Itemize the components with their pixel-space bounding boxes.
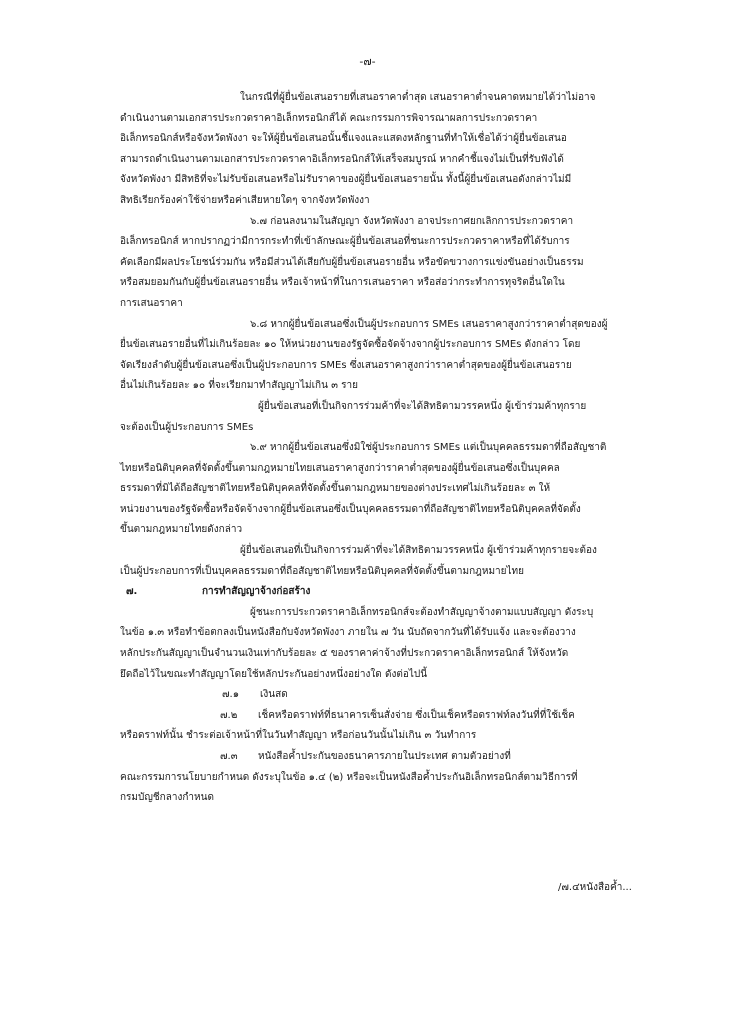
text-line: ในกรณีที่ผู้ยื่นข้อเสนอรายที่เสนอราคาต่ำสุด เสนอราคาต่ำจนคาดหมายได้ว่าไม่อาจ (240, 92, 596, 103)
text-line: สามารถดำเนินงานตามเอกสารประกวดราคาอิเล็กทรอนิกส์ให้เสร็จสมบูรณ์ หากคำชี้แจงไม่เป็นที่รับฟังได้ (120, 153, 564, 165)
text-line: หลักประกันสัญญาเป็นจำนวนเงินเท่ากับร้อยละ ๕ ของราคาค่าจ้างที่ประกวดราคาอิเล็กทรอนิกส์ ให้จังหวัด (120, 648, 569, 660)
section-7-heading (120, 582, 640, 603)
paragraph-6-9-joint-venture (120, 541, 640, 582)
item-number: ๗.๑ (222, 689, 240, 701)
text-line: ๖.๙ หากผู้ยื่นข้อเสนอซึ่งมิใช่ผู้ประกอบการ SMEs แต่เป็นบุคคลธรรมดาที่ถือสัญชาติ (250, 442, 607, 454)
text-line: จะต้องเป็นผู้ประกอบการ SMEs (120, 421, 254, 433)
section-title: การทำสัญญาจ้างก่อสร้าง (202, 586, 311, 598)
item-number: ๗.๓ (220, 751, 238, 762)
text-line: อิเล็กทรอนิกส์ หากปรากฏว่ามีการกระทำที่เข้าลักษณะผู้ยื่นข้อเสนอที่ชนะการประกวดราคาหรือที่ได้รับการ (120, 236, 570, 248)
text-line: ๖.๗ ก่อนลงนามในสัญญา จังหวัดพังงา อาจประกาศยกเลิกการประกวดราคา (250, 215, 574, 227)
item-7-1 (120, 685, 640, 706)
text-line: คัดเลือกมีผลประโยชน์ร่วมกัน หรือมีส่วนได้เสียกับผู้ยื่นข้อเสนอรายอื่น หรือขัดขวางการแข่งขันอย่างเป็นธรรม (120, 256, 584, 268)
item-7-2-continuation (120, 726, 640, 747)
text-line: กรมบัญชีกลางกำหนด (120, 792, 214, 804)
page-number: -๗- (359, 55, 376, 68)
item-7-2 (120, 706, 640, 727)
paragraph-low-bid (120, 88, 640, 212)
item-number: ๗.๒ (220, 709, 238, 721)
text-line: คณะกรรมการนโยบายกำหนด ดังระบุในข้อ ๑.๔ (๒) หรือจะเป็นหนังสือค้ำประกันอิเล็กทรอนิกส์ตามวิธีการที่ (120, 771, 578, 783)
text-line: สิทธิเรียกร้องค่าใช้จ่ายหรือค่าเสียหายใดๆ จากจังหวัดพังงา (120, 194, 370, 206)
text-line: ผู้ชนะการประกวดราคาอิเล็กทรอนิกส์จะต้องทำสัญญาจ้างตามแบบสัญญา ดังระบุ (250, 606, 594, 618)
text-line: ดำเนินงานตามเอกสารประกวดราคาอิเล็กทรอนิกส์ได้ คณะกรรมการพิจารณาผลการประกวดราคา (120, 112, 538, 124)
paragraph-6-8 (120, 315, 640, 397)
text-line: ธรรมดาที่มิได้ถือสัญชาติไทยหรือนิติบุคคลที่จัดตั้งขึ้นตามกฎหมายของต่างประเทศไม่เกินร้อยละ ๓ ให้ (120, 483, 551, 495)
text-line: การเสนอราคา (120, 297, 183, 309)
text-line: ๖.๘ หากผู้ยื่นข้อเสนอซึ่งเป็นผู้ประกอบการ SMEs เสนอราคาสูงกว่าราคาต่ำสุดของผู้ (250, 318, 608, 330)
text-line: หรือดราฟท์นั้น ชำระต่อเจ้าหน้าที่ในวันทำสัญญา หรือก่อนวันนั้นไม่เกิน ๓ วันทำการ (120, 730, 477, 742)
text-line: ในข้อ ๑.๓ หรือทำข้อตกลงเป็นหนังสือกับจังหวัดพังงา ภายใน ๗ วัน นับถัดจากวันที่ได้รับแจ้ง และจะต้องวาง (120, 627, 576, 639)
text-line: ผู้ยื่นข้อเสนอที่เป็นกิจการร่วมค้าที่จะได้สิทธิตามวรรคหนึ่ง ผู้เข้าร่วมค้าทุกรายจะต้อง (240, 545, 597, 557)
item-7-3 (120, 747, 640, 768)
text-line: ไทยหรือนิติบุคคลที่จัดตั้งขึ้นตามกฎหมายไทยเสนอราคาสูงกว่าราคาต่ำสุดของผู้ยื่นข้อเสนอซึ่งเป็นบุคคล (120, 462, 560, 474)
text-line: จังหวัดพังงา มีสิทธิที่จะไม่รับข้อเสนอหรือไม่รับราคาของผู้ยื่นข้อเสนอรายนั้น ทั้งนี้ผู้ยื่นข้อเสนอดังกล่าวไม่มี (120, 174, 572, 186)
text-line: เป็นผู้ประกอบการที่เป็นบุคคลธรรมดาที่ถือสัญชาติไทยหรือนิติบุคคลที่จัดตั้งขึ้นตามกฎหมายไทย (120, 565, 525, 577)
text-line: ยื่นข้อเสนอรายอื่นที่ไม่เกินร้อยละ ๑๐ ให้หน่วยงานของรัฐจัดซื้อจัดจ้างจากผู้ประกอบการ SMEs ดังกล่าว โดย (120, 339, 581, 351)
text-line: อิเล็กทรอนิกส์หรือจังหวัดพังงา จะให้ผู้ยื่นข้อเสนอนั้นชี้แจงและแสดงหลักฐานที่ทำให้เชื่อได้ว่าผู้ยื่นข้อเสนอ (120, 133, 567, 145)
paragraph-6-9 (120, 438, 640, 541)
item-text: เช็คหรือดราฟท์ที่ธนาคารเซ็นสั่งจ่าย ซึ่งเป็นเช็คหรือดราฟท์ลงวันที่ที่ใช้เช็ค (258, 709, 575, 721)
text-line: ขึ้นตามกฎหมายไทยดังกล่าว (120, 524, 243, 536)
paragraph-6-7 (120, 212, 640, 315)
text-line: จัดเรียงลำดับผู้ยื่นข้อเสนอซึ่งเป็นผู้ประกอบการ SMEs ซึ่งเสนอราคาสูงกว่าราคาต่ำสุดของผู้ยื่นข้อเสนอราย (120, 359, 572, 371)
item-text: เงินสด (260, 689, 288, 701)
text-line: ผู้ยื่นข้อเสนอที่เป็นกิจการร่วมค้าที่จะได้สิทธิตามวรรคหนึ่ง ผู้เข้าร่วมค้าทุกราย (258, 400, 587, 412)
next-page-reference: /๗.๔หนังสือค้ำ... (558, 882, 632, 893)
text-line: อื่นไม่เกินร้อยละ ๑๐ ที่จะเรียกมาทำสัญญาไม่เกิน ๓ ราย (120, 380, 358, 392)
text-line: หรือสมยอมกันกับผู้ยื่นข้อเสนอรายอื่น หรือเจ้าหน้าที่ในการเสนอราคา หรือส่อว่ากระทำการทุจริตอื่นใดใน (120, 277, 565, 289)
paragraph-6-8-joint-venture (120, 397, 640, 438)
section-number: ๗. (126, 586, 138, 598)
paragraph-section-7-intro (120, 603, 640, 685)
text-line: ยึดถือไว้ในขณะทำสัญญาโดยใช้หลักประกันอย่างหนึ่งอย่างใด ดังต่อไปนี้ (120, 668, 428, 680)
text-line: หน่วยงานของรัฐจัดซื้อหรือจัดจ้างจากผู้ยื่นข้อเสนอซึ่งเป็นบุคคลธรรมดาที่ถือสัญชาติไทยหรือนิติบุคคลที่จัดตั้ง (120, 503, 581, 515)
document-body (120, 88, 640, 809)
item-7-3-continuation (120, 768, 640, 809)
item-text: หนังสือค้ำประกันของธนาคารภายในประเทศ ตามตัวอย่างที่ (258, 751, 511, 762)
